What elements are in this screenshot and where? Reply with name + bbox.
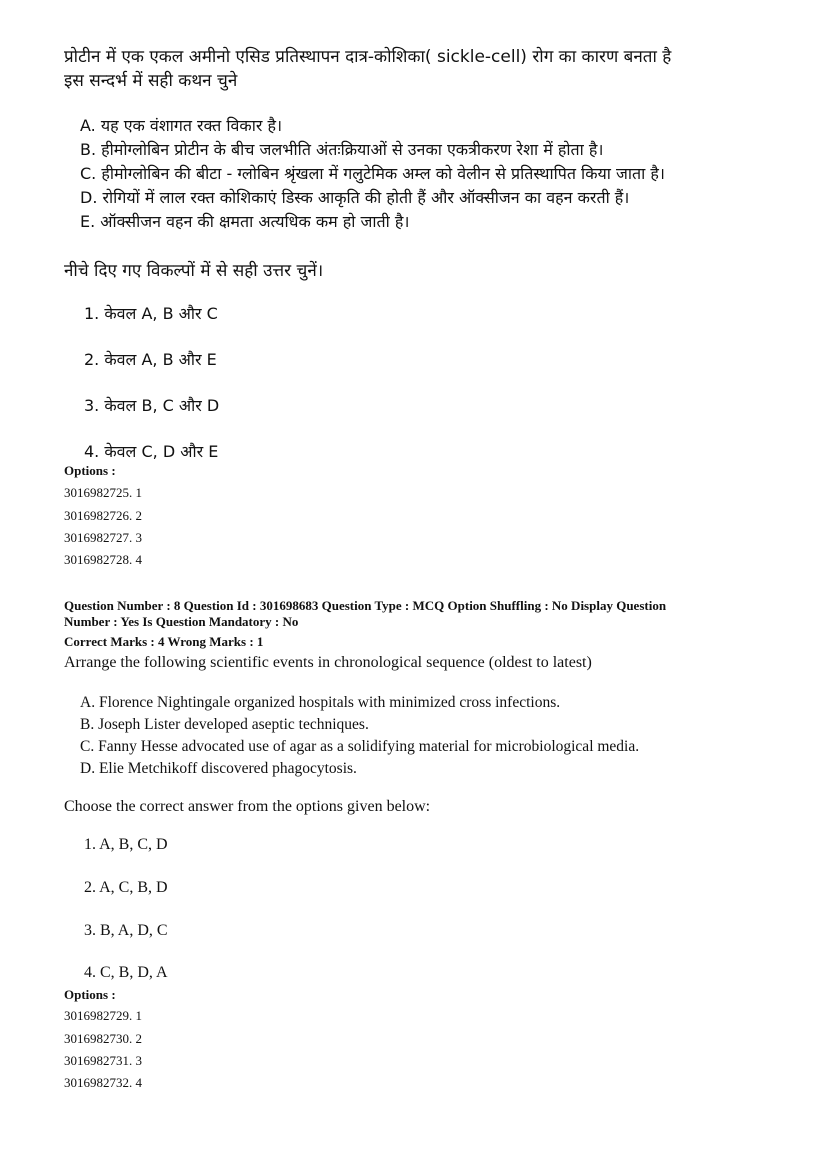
question-8-option-id-1: 3016982729. 1: [64, 1008, 142, 1023]
question-7-option-id-2: 3016982726. 2: [64, 508, 142, 523]
question-7-choice-2: 2. केवल A, B और E: [84, 350, 217, 369]
question-8-meta-line-1: Question Number : 8 Question Id : 301698683 Question Type : MCQ Option Shuffling : No Display Question: [64, 598, 667, 613]
question-7-options-label: Options :: [64, 463, 116, 478]
question-8-stem: Arrange the following scientific events in chronological sequence (oldest to latest): [64, 654, 592, 671]
question-7-option-id-3: 3016982727. 3: [64, 530, 142, 545]
question-8-choice-4: 4. C, B, D, A: [84, 964, 168, 981]
question-7-statement-e: E. ऑक्सीजन वहन की क्षमता अत्यधिक कम हो जाती है।: [80, 212, 410, 231]
question-8-option-id-3: 3016982731. 3: [64, 1053, 142, 1068]
question-8-marks: Correct Marks : 4 Wrong Marks : 1: [64, 634, 264, 649]
question-7-statement-d: D. रोगियों में लाल रक्त कोशिकाएं डिस्क आकृति की होती हैं और ऑक्सीजन का वहन करती हैं।: [80, 188, 630, 207]
question-8-choice-2: 2. A, C, B, D: [84, 879, 168, 896]
question-8-statement-a: A. Florence Nightingale organized hospitals with minimized cross infections.: [80, 694, 561, 711]
question-8-choice-1: 1. A, B, C, D: [84, 836, 168, 853]
question-7-stem-line-2: इस सन्दर्भ में सही कथन चुने: [64, 71, 238, 91]
question-7-choice-4: 4. केवल C, D और E: [84, 442, 219, 461]
question-8-instruction: Choose the correct answer from the options given below:: [64, 798, 431, 815]
question-8-meta-line-2: Number : Yes Is Question Mandatory : No: [64, 614, 299, 629]
question-7-choice-1: 1. केवल A, B और C: [84, 304, 218, 323]
question-7-statement-b: B. हीमोग्लोबिन प्रोटीन के बीच जलभीति अंतःक्रियाओं से उनका एकत्रीकरण रेशा में होता है।: [80, 140, 604, 159]
question-8-statement-c: C. Fanny Hesse advocated use of agar as a solidifying material for microbiological media.: [80, 738, 640, 755]
question-7-statement-a: A. यह एक वंशागत रक्त विकार है।: [80, 116, 283, 135]
question-7-choice-3: 3. केवल B, C और D: [84, 396, 220, 415]
question-8-statement-d: D. Elie Metchikoff discovered phagocytosis.: [80, 760, 357, 777]
question-8-statement-b: B. Joseph Lister developed aseptic techniques.: [80, 716, 369, 733]
question-7-statement-c: C. हीमोग्लोबिन की बीटा - ग्लोबिन श्रृंखला में गलुटेमिक अम्ल को वेलीन से प्रतिस्थापित किया जाता है।: [80, 164, 665, 183]
question-7-instruction: नीचे दिए गए विकल्पों में से सही उत्तर चुनें।: [64, 261, 324, 281]
question-8-option-id-4: 3016982732. 4: [64, 1075, 142, 1090]
question-7-option-id-4: 3016982728. 4: [64, 552, 142, 567]
question-8-option-id-2: 3016982730. 2: [64, 1031, 142, 1046]
question-8-choice-3: 3. B, A, D, C: [84, 922, 168, 939]
question-7-option-id-1: 3016982725. 1: [64, 485, 142, 500]
question-7-stem-line-1: प्रोटीन में एक एकल अमीनो एसिड प्रतिस्थापन दात्र-कोशिका( sickle-cell) रोग का कारण बनता है: [64, 47, 672, 67]
question-8-options-label: Options :: [64, 987, 116, 1002]
